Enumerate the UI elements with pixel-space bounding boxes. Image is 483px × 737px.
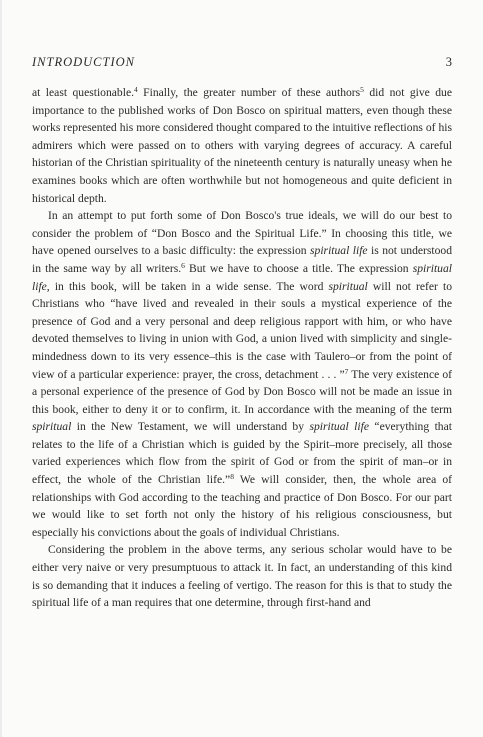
text-run: The very existence of a personal experience of the presence of God by Don Bosco will not be made an issue in this book, either to deny it or to confirm, it. In accordance with the meaning of the term — [32, 367, 452, 416]
italic-term: spiritual life — [310, 244, 368, 258]
paragraph — [32, 84, 452, 207]
text-run: Finally, the greater number of these authors — [137, 86, 361, 99]
footnote-ref: 6 — [181, 260, 185, 270]
text-run: “everything that relates to the life of a Christian which is guided by the Spirit–more precisely, all those varied experiences which flow from the spirit of God or from the spirit of man–or in effect, the whole of the Christian life.” — [32, 420, 452, 487]
italic-term: spiritual life, — [32, 261, 452, 293]
paragraph — [32, 207, 452, 541]
text-run: in this book, will be taken in a wide sense. The word — [49, 279, 329, 293]
text-run: But we have to choose a title. The expression — [184, 261, 413, 275]
footnote-ref: 7 — [344, 366, 349, 376]
text-run: did not give due importance to the published works of Don Bosco on spiritual matters, even though these works represented his more considered thought compared to the intuitive reflections of his admirers which were passed on to others with varying degrees of accuracy. A careful historian of the Christian spirituality of the nineteenth century is naturally uneasy when he examines books which are often worthwhile but not homogeneous and quite deficient in historical depth. — [32, 86, 452, 205]
text-run: in the New Testament, we will understand by — [71, 420, 310, 434]
text-run: In an attempt to put forth some of Don Bosco's true ideals, we will do our best to consider the problem of “Don Bosco and the Spiritual Life.” In choosing this title, we have opened ourselves to a basic difficulty: the expression — [32, 209, 452, 258]
page-number: 3 — [445, 55, 452, 69]
italic-term: spiritual life — [309, 420, 369, 434]
text-run: is not understood in the same way by all writers. — [32, 244, 452, 275]
text-run: We will consider, then, the whole area of relationships with God according to the teaching and practice of Don Bosco. For our part we would like to set forth not only the history of his religious consciousness, but especially his convictions about the goals of individual Christians. — [32, 473, 452, 539]
paragraph — [32, 541, 452, 611]
italic-term: spiritual — [328, 279, 368, 293]
body-text — [32, 84, 452, 612]
footnote-ref: 4 — [133, 85, 138, 94]
chapter-title: INTRODUCTION — [32, 55, 135, 69]
text-run: Considering the problem in the above terms, any serious scholar would have to be either very naive or very presumptuous to attack it. In fact, an understanding of this kind is so demanding that it induces a feeling of vertigo. The reason for this is that to study the spiritual life of a man requires that one determine, through first-hand and — [32, 543, 452, 610]
book-page — [32, 55, 452, 612]
page-edge — [0, 0, 2, 737]
text-run: at least questionable. — [32, 86, 134, 99]
running-head — [32, 55, 452, 70]
text-run: will not refer to Christians who “have lived and revealed in their souls a mystical experience of the presence of God and a very personal and deep religious rapport with him, or who have devoted themselves to living in union with God, a union lived with simplicity and single-mindedness down to its very essence–this is the case with Taulero–or from the point of view of a particular experience: prayer, the cross, detachment . . . ” — [32, 279, 452, 381]
footnote-ref: 8 — [230, 472, 234, 482]
footnote-ref: 5 — [360, 85, 364, 94]
italic-term: spiritual — [32, 420, 72, 434]
